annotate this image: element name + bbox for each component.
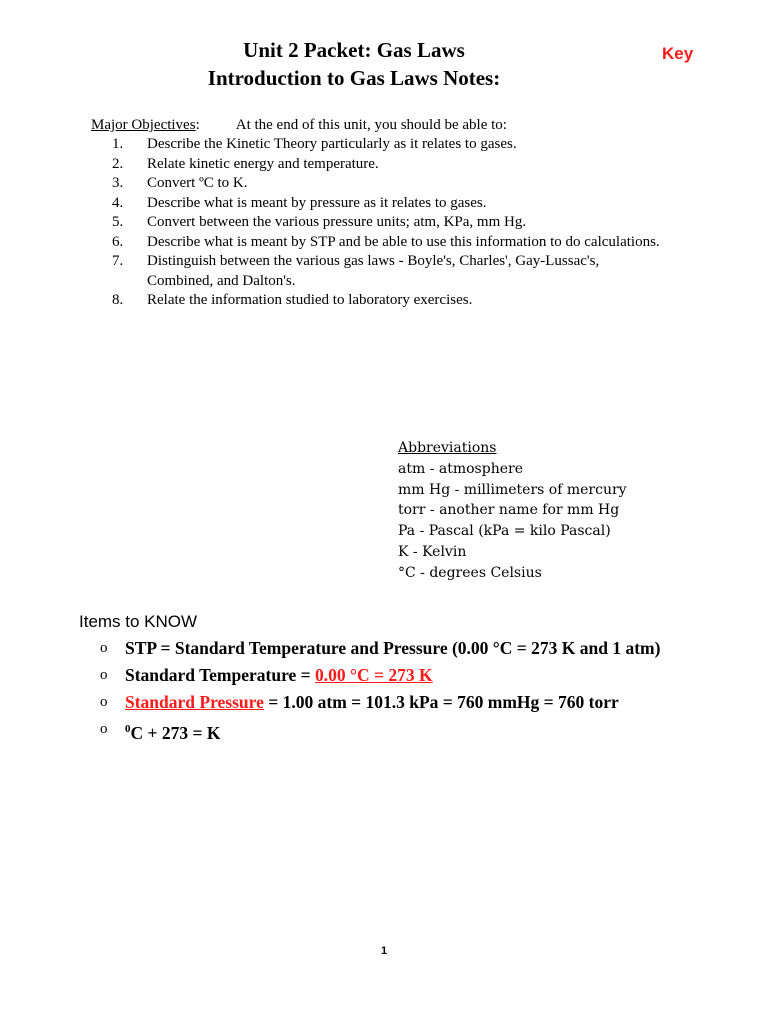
objectives-label: Major Objectives <box>91 117 196 133</box>
objectives-list <box>100 135 660 311</box>
item-number: 3. <box>112 175 124 191</box>
objectives-heading <box>91 117 507 134</box>
standard-temperature-label: Standard Temperature = <box>125 665 316 685</box>
item-number: 8. <box>112 292 124 308</box>
bullet-icon: o <box>100 721 108 737</box>
bullet-icon: o <box>100 667 108 683</box>
standard-pressure-label: Standard Pressure <box>125 692 264 712</box>
list-item <box>100 213 660 233</box>
item-text: Convert ºC to K. <box>147 175 248 191</box>
standard-pressure-values: = 1.00 atm = 101.3 kPa = 760 mmHg = 760 torr <box>263 692 619 712</box>
list-item <box>100 252 660 291</box>
list-item <box>100 194 660 214</box>
item-number: 2. <box>112 155 124 172</box>
item-number: 6. <box>112 233 124 250</box>
item-text: Relate the information studied to laboratory exercises. <box>147 292 473 308</box>
bullet-icon: o <box>100 640 108 656</box>
standard-temperature-value: 0.00 °C = 273 K <box>315 665 433 685</box>
abbreviation-line: atm - atmosphere <box>398 460 523 477</box>
list-item <box>100 716 710 747</box>
list-item <box>100 233 660 253</box>
list-item <box>100 135 660 155</box>
item-number: 4. <box>112 194 124 211</box>
abbreviation-line: mm Hg - millimeters of mercury <box>398 481 627 498</box>
page-number: 1 <box>380 945 388 957</box>
objectives-intro: At the end of this unit, you should be able to: <box>235 117 507 133</box>
item-text: Describe the Kinetic Theory particularly as it relates to gases. <box>147 136 517 152</box>
list-item <box>100 635 710 662</box>
abbreviation-line: K - Kelvin <box>398 543 467 560</box>
title-line-2: Introduction to Gas Laws Notes: <box>207 66 501 90</box>
celsius-to-kelvin-formula: C + 273 = K <box>130 722 221 743</box>
stp-definition: STP = Standard Temperature and Pressure (0.00 °C = 273 K and 1 atm) <box>125 638 661 658</box>
item-number: 1. <box>112 136 124 152</box>
item-text: Relate kinetic energy and temperature. <box>147 155 379 172</box>
degree-superscript: 0 <box>125 723 131 735</box>
item-text: Convert between the various pressure units; atm, KPa, mm Hg. <box>147 214 527 230</box>
list-item <box>100 291 660 311</box>
bullet-icon: o <box>100 694 108 710</box>
items-to-know-list <box>100 635 710 747</box>
list-item <box>100 662 710 689</box>
list-item <box>100 174 660 194</box>
item-text: Distinguish between the various gas laws - Boyle's, Charles', Gay-Lussac's, Combined, and Dalton's. <box>147 253 600 289</box>
items-to-know-heading: Items to KNOW <box>79 612 198 631</box>
item-text: Describe what is meant by STP and be able to use this information to do calculations. <box>147 233 660 250</box>
item-number: 5. <box>112 214 124 230</box>
item-text: Describe what is meant by pressure as it relates to gases. <box>147 194 487 211</box>
abbreviation-line: torr - another name for mm Hg <box>398 502 620 519</box>
objectives-colon: : <box>195 117 200 133</box>
abbreviations-heading: Abbreviations <box>398 440 497 456</box>
item-number: 7. <box>112 253 124 269</box>
abbreviation-line: °C - degrees Celsius <box>398 564 542 581</box>
answer-key-label: Key <box>662 44 694 63</box>
abbreviation-line: Pa - Pascal (kPa = kilo Pascal) <box>398 523 611 540</box>
list-item <box>100 155 660 175</box>
abbreviations-block <box>398 438 627 584</box>
list-item <box>100 689 710 716</box>
title-line-1: Unit 2 Packet: Gas Laws <box>243 38 465 62</box>
